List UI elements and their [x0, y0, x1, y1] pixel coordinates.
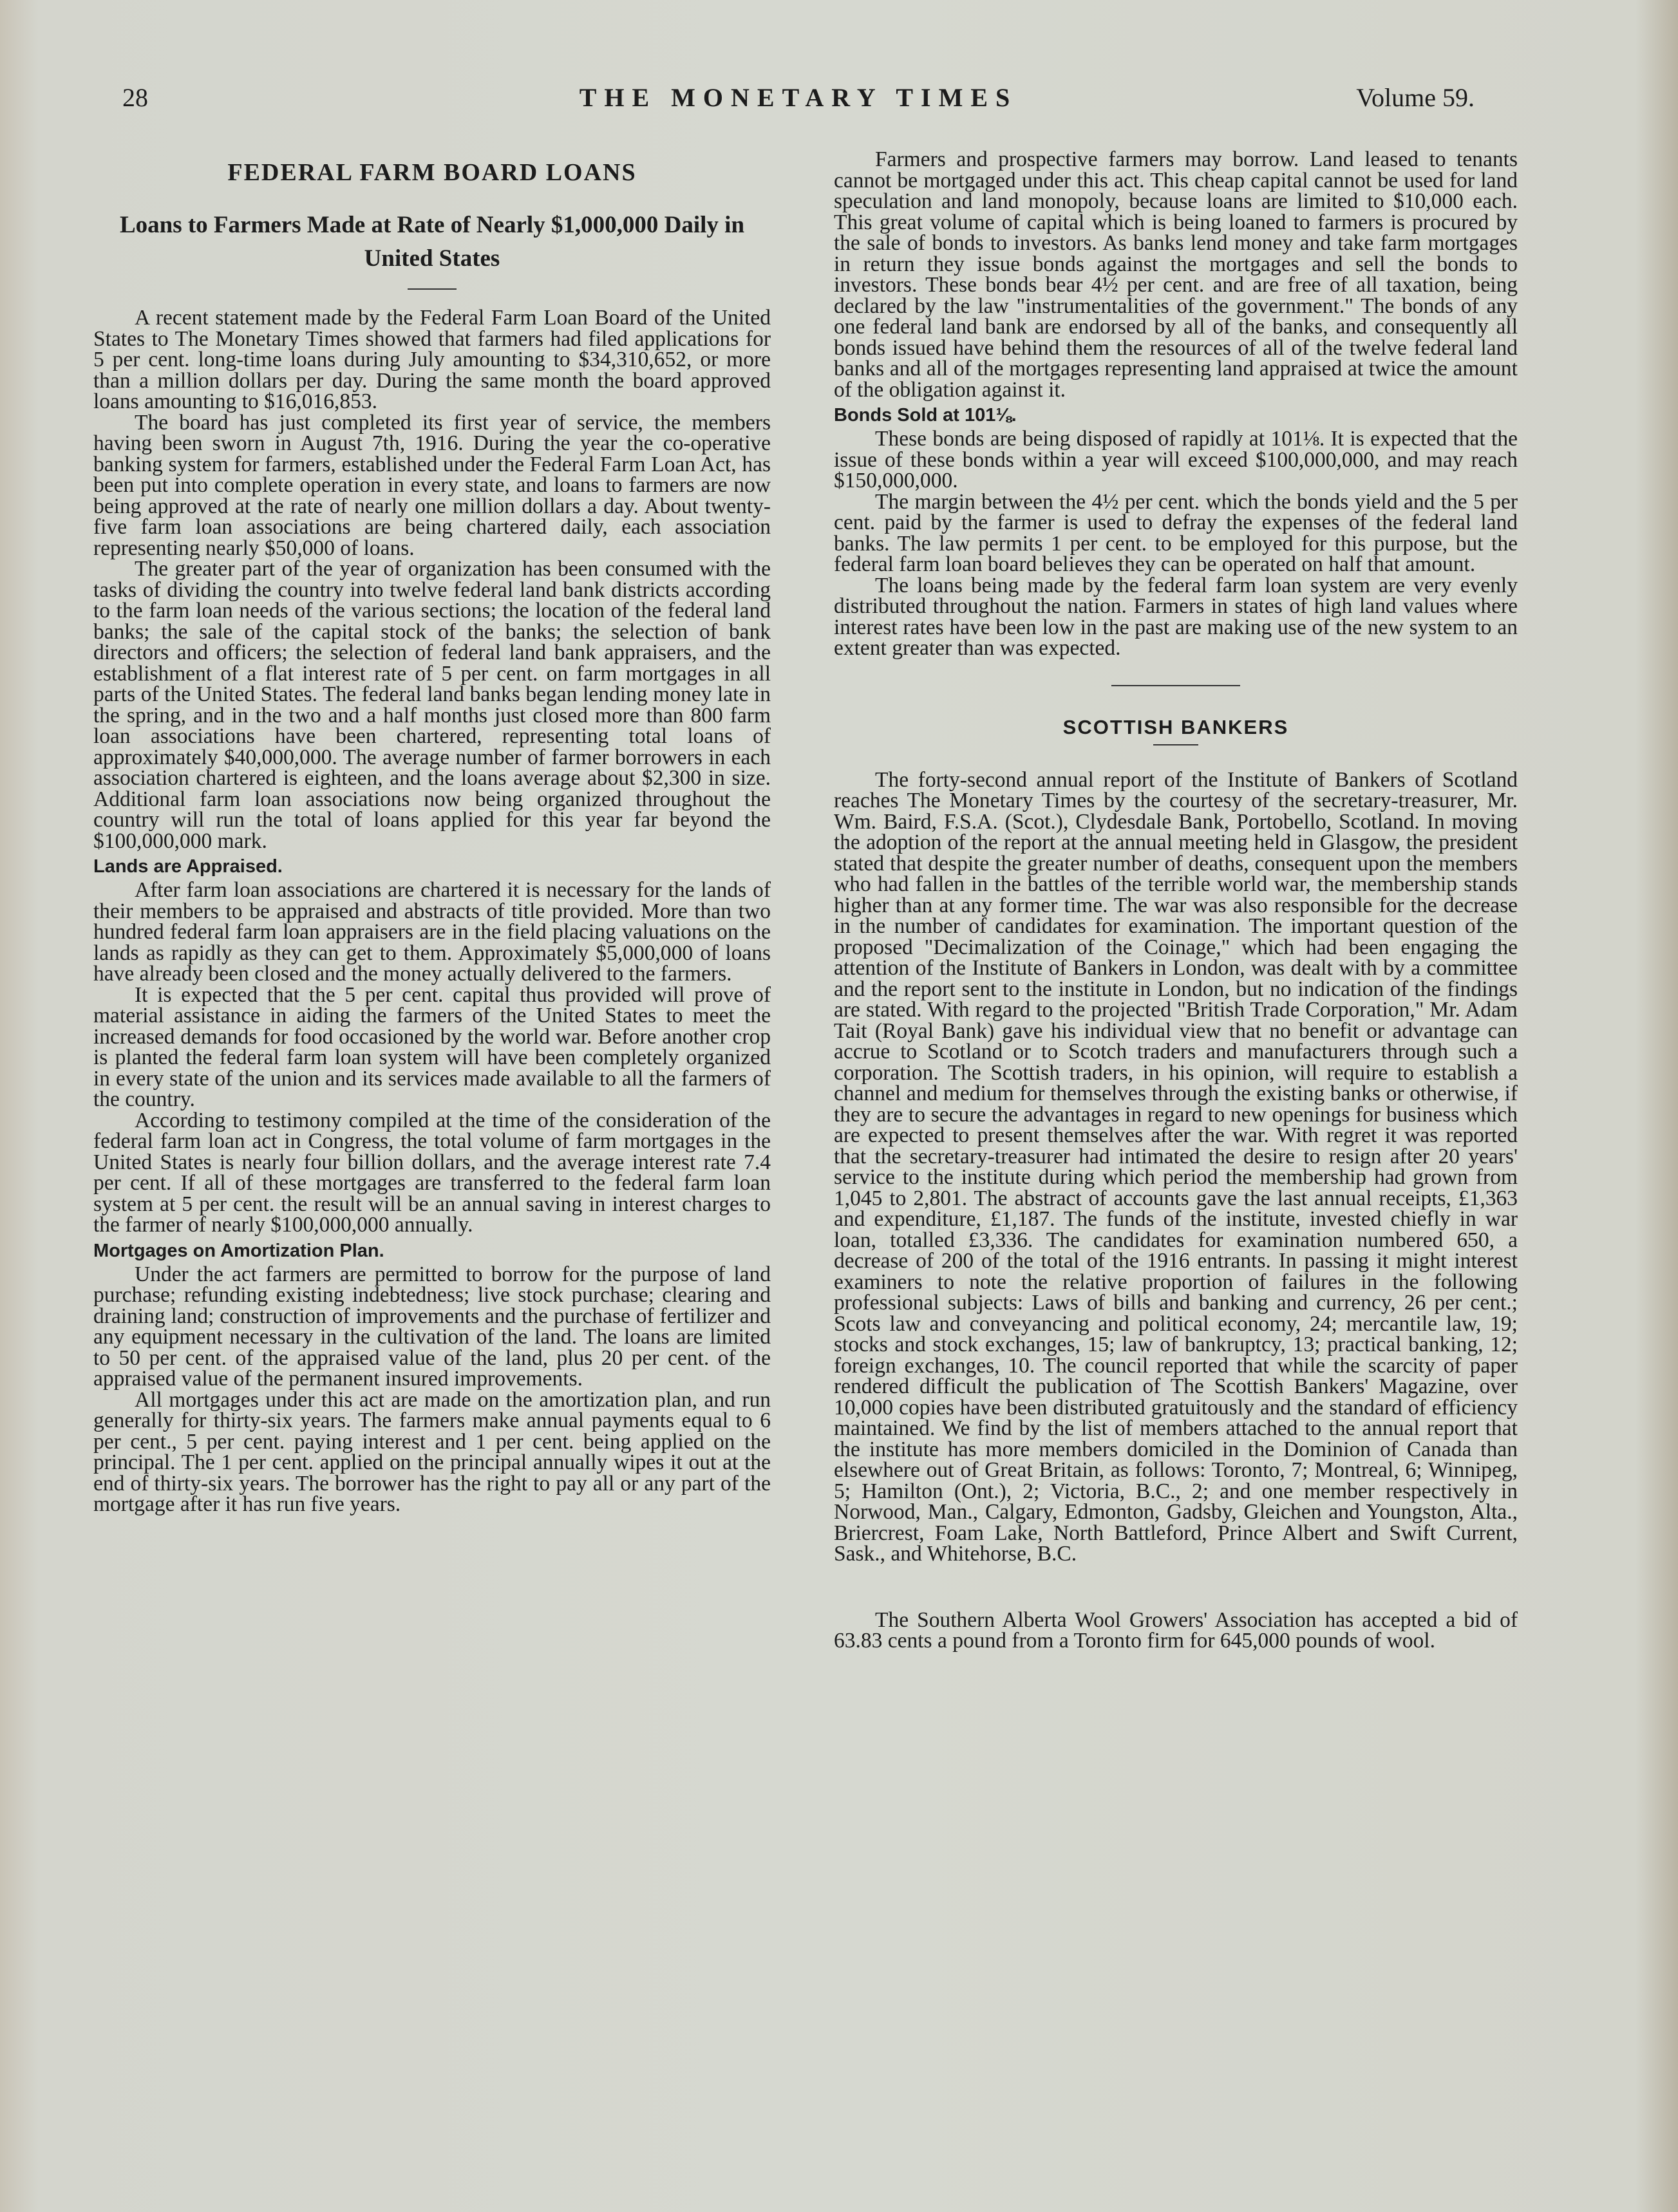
paragraph: The forty-second annual report of the Institute of Bankers of Scotland reaches The Monetary Times by the courtesy of the secretary-treasurer, Mr. Wm. Baird, F.S.A. (Scot.), Clydesdale Bank, Portobello, Scotland. In moving the adoption of the report at the annual meeting held in Glasgow, the president stated that despite the greater number of deaths, consequent upon the members who had fallen in the battles of the terrible world war, the membership stands higher than at any former time. The war was also responsible for the decrease in the number of candidates for examination. The important question of the proposed "Decimalization of the Coinage," which had been engaging the attention of the Institute of Bankers in London, was dealt with by a committee and the report sent to the institute in London, but no indication of the findings are stated. With regard to the projected "British Trade Corporation," Mr. Adam Tait (Royal Bank) gave his individual view that no benefit or advantage can accrue to Scotland or to Scotch traders and manufacturers through such a corporation. The Scottish traders, in his opinion, will require to establish a channel and medium for themselves through the existing banks or otherwise, if they are to secure the advantages in regard to new openings for business which are expected to present themselves after the war. With regret it was reported that the secretary-treasurer had intimated the desire to resign after 20 years' service to the institute during which period the membership had grown from 1,045 to 2,801. The abstract of accounts gave the last annual receipts, £1,363 and expenditure, £1,187. The funds of the institute, invested chiefly in war loan, totalled £3,336. The candidates for examination numbered 650, a decrease of 200 of the total of the 1916 entrants. In passing it might interest examiners to note the relative proportion of failures in the following professional subjects: Laws of bills and banking and currency, 26 per cent.; Scots law and conveyancing and political economy, 24; mercantile law, 19; stocks and stock exchanges, 15; law of bankruptcy, 13; practical banking, 12; foreign exchanges, 10. The council reported that while the scarcity of paper rendered difficult the publication of The Scottish Bankers' Magazine, over 10,000 copies have been distributed gratuitously and the standard of efficiency maintained. We find by the list of members attached to the annual report that the institute has more members domiciled in the Dominion of Canada than elsewhere out of Great Britain, as follows: Toronto, 7; Montreal, 6; Winnipeg, 5; Hamilton (Ont.), 2; Victoria, B.C., 2; and one member respectively in Norwood, Man., Calgary, Edmonton, Gadsby, Gleichen and Youngston, Alta., Briercrest, Foam Lake, North Battleford, Prince Albert and Swift Current, Sask., and Whitehorse, B.C.	[834, 767, 1518, 1566]
divider	[408, 288, 457, 290]
article-title: FEDERAL FARM BOARD LOANS	[227, 159, 637, 186]
paragraph: The greater part of the year of organization has been consumed with the tasks of dividing the country into twelve federal land bank districts according to the farm loan needs of the various sections; the location of the federal land banks; the sale of the capital stock of the banks; the selection of bank directors and officers; the selection of federal land bank appraisers, and the establishment of a flat interest rate of 5 per cent. on farm mortgages in all parts of the United States. The federal land banks began lending money late in the spring, and in the two and a half months just closed more than 800 farm loan associations have been chartered, representing total loans of approximately $40,000,000. The average number of farmer borrowers in each association chartered is eighteen, and the loans average about $2,300 in size. Additional farm loan associations now being organized throughout the country will run the total of loans applied for this year far beyond the $100,000,000 mark.	[93, 557, 771, 853]
paragraph: A recent statement made by the Federal Farm Loan Board of the United States to The Monetary Times showed that farmers had filed applications for 5 per cent. long-time loans during July amounting to $34,310,652, or more than a million dollars per day. During the same month the board approved loans amounting to $16,016,853.	[93, 306, 771, 413]
article-title: SCOTTISH BANKERS	[1062, 715, 1289, 738]
page-number: 28	[122, 83, 148, 112]
paragraph: All mortgages under this act are made on the amortization plan, and run generally for thirty-six years. The farmers make annual payments equal to 6 per cent., 5 per cent. paying interest and 1 per cent. being applied on the principal. The 1 per cent. applied on the principal annually wipes it out at the end of thirty-six years. The borrower has the right to pay all or any part of the mortgage after it has run five years.	[93, 1387, 771, 1516]
divider	[1153, 744, 1198, 745]
paragraph: The margin between the 4½ per cent. which the bonds yield and the 5 per cent. paid by the farmer is used to defray the expenses of the federal land banks. The law permits 1 per cent. to be employed for this purpose, but the federal farm loan board believes they can be operated on half that amount.	[834, 489, 1518, 576]
paragraph: The loans being made by the federal farm loan system are very evenly distributed throughout the nation. Farmers in states of high land values where interest rates have been low in the past are making use of the new system to an extent greater than was expected.	[834, 573, 1518, 660]
paragraph: These bonds are being disposed of rapidly at 101⅛. It is expected that the issue of these bonds within a year will exceed $100,000,000, and may reach $150,000,000.	[834, 427, 1518, 492]
paragraph: After farm loan associations are chartered it is necessary for the lands of their members to be appraised and abstracts of title provided. More than two hundred federal farm loan appraisers are in the field placing valuations on the lands as rapidly as they can get to them. Approximately $5,000,000 of loans have already been closed and the money actually delivered to the farmers.	[93, 878, 771, 986]
volume-label: Volume 59.	[1356, 83, 1475, 112]
paragraph: The board has just completed its first year of service, the members having been sworn in August 7th, 1916. During the year the co-operative banking system for farmers, established under the Federal Farm Loan Act, has been put into complete operation in every state, and loans to farmers are now being approved at the rate of nearly one million dollars a day. About twenty-five farm loan associations are being chartered daily, each association representing nearly $50,000 of loans.	[93, 410, 771, 560]
section-heading: Bonds Sold at 101⅛.	[834, 405, 1017, 426]
paragraph: Farmers and prospective farmers may borrow. Land leased to tenants cannot be mortgaged under this act. This cheap capital cannot be used for land speculation and land monopoly, because loans are limited to $10,000 each. This great volume of capital which is being loaned to farmers is procured by the sale of bonds to investors. As banks lend money and take farm mortgages in return they issue bonds against the mortgages and sell the bonds to investors. These bonds bear 4½ per cent. and are free of all taxation, being declared by the law "instrumentalities of the government." The bonds of any one federal land bank are endorsed by all of the banks, and consequently all bonds issued have behind them the resources of all of the twelve federal land banks and all of the mortgages representing land appraised at twice the amount of the obligation against it.	[834, 147, 1518, 402]
paragraph: It is expected that the 5 per cent. capital thus provided will prove of material assistance in aiding the farmers of the United States to meet the increased demands for food occasioned by the world war. Before another crop is planted the federal farm loan system will have been completely organized in every state of the union and its services made available to all the farmers of the country.	[93, 982, 771, 1111]
section-heading: Lands are Appraised.	[93, 856, 283, 877]
paragraph: According to testimony compiled at the time of the consideration of the federal farm loan act in Congress, the total volume of farm mortgages in the United States is nearly four billion dollars, and the average interest rate 7.4 per cent. If all of these mortgages are transferred to the federal farm loan system at 5 per cent. the result will be an annual saving in interest charges to the farmer of nearly $100,000,000 annually.	[93, 1108, 771, 1237]
publication-title: THE MONETARY TIMES	[579, 83, 1018, 112]
section-heading: Mortgages on Amortization Plan.	[93, 1240, 384, 1261]
article-subtitle: Loans to Farmers Made at Rate of Nearly $1,000,000 Daily in United States	[119, 212, 745, 272]
running-header	[122, 82, 1475, 121]
left-column	[93, 149, 771, 1515]
spacer	[834, 1565, 1518, 1610]
news-note: The Southern Alberta Wool Growers' Association has accepted a bid of 63.83 cents a pound from a Toronto firm for 645,000 pounds of wool.	[834, 1607, 1518, 1653]
divider	[1111, 685, 1240, 686]
paragraph: Under the act farmers are permitted to borrow for the purpose of land purchase; refunding existing indebtedness; live stock purchase; clearing and draining land; construction of improvements and the purchase of fertilizer and any equipment necessary in the cultivation of the land. The loans are limited to 50 per cent. of the appraised value of the land, plus 20 per cent. of the appraised value of the permanent insured improvements.	[93, 1262, 771, 1391]
right-column	[834, 149, 1518, 1652]
